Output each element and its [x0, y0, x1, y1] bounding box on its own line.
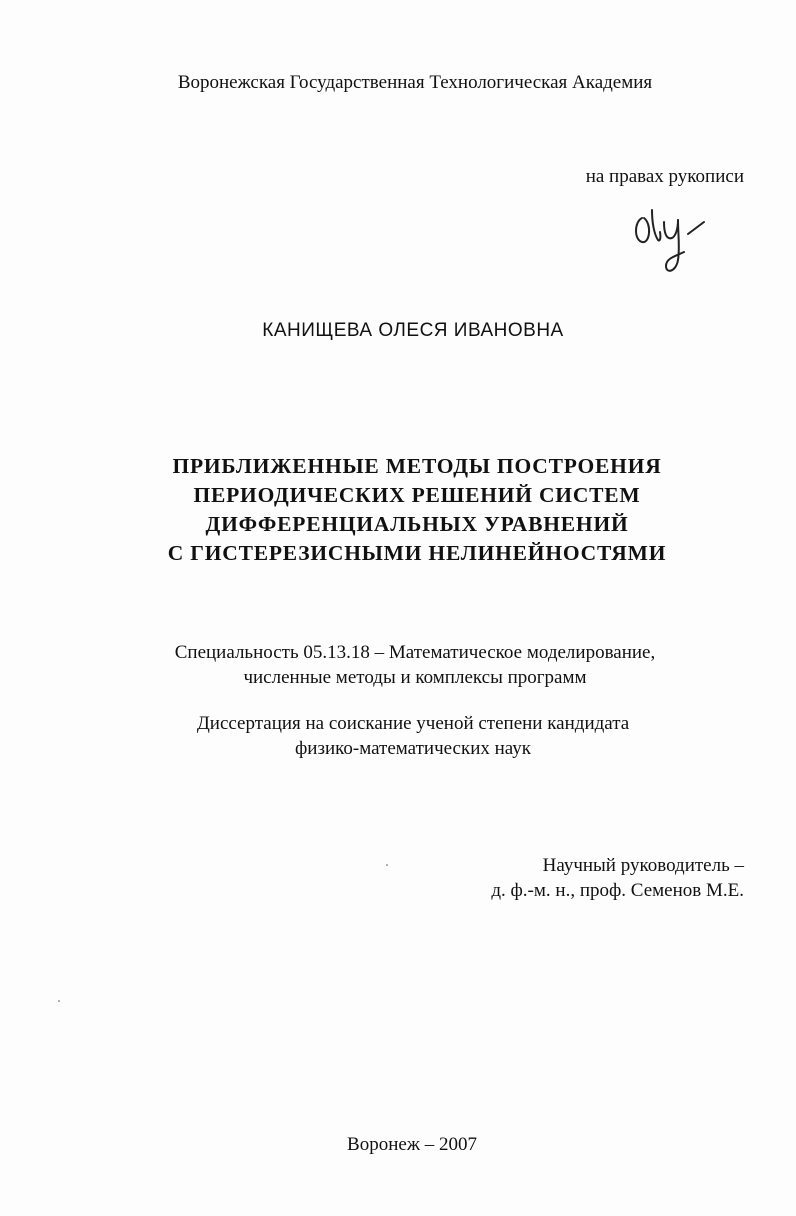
degree-line: физико-математических наук	[294, 738, 532, 759]
specialty-block	[0, 640, 796, 690]
scan-speck	[386, 864, 388, 866]
city-year: Воронеж – 2007	[347, 1134, 477, 1155]
specialty-line: численные методы и комплексы программ	[243, 667, 587, 688]
supervisor-block	[491, 853, 744, 903]
title-line: С ГИСТЕРЕЗИСНЫМИ НЕЛИНЕЙНОСТЯМИ	[167, 541, 667, 565]
supervisor-name: д. ф.-м. н., проф. Семенов М.Е.	[491, 880, 744, 901]
degree-line: Диссертация на соискание ученой степени кандидата	[196, 713, 630, 734]
degree-statement	[0, 711, 796, 761]
dissertation-title	[0, 452, 796, 568]
title-line: ДИФФЕРЕНЦИАЛЬНЫХ УРАВНЕНИЙ	[205, 512, 629, 536]
institution-name: Воронежская Государственная Технологическая Академия	[177, 72, 653, 93]
specialty-line: Специальность 05.13.18 – Математическое моделирование,	[174, 642, 656, 663]
scan-speck	[58, 1000, 60, 1002]
title-line: ПРИБЛИЖЕННЫЕ МЕТОДЫ ПОСТРОЕНИЯ	[172, 454, 662, 478]
author-name: КАНИЩЕВА ОЛЕСЯ ИВАНОВНА	[262, 320, 564, 341]
handwritten-signature-icon	[628, 200, 718, 280]
supervisor-label: Научный руководитель –	[542, 855, 744, 876]
title-line: ПЕРИОДИЧЕСКИХ РЕШЕНИЙ СИСТЕМ	[193, 483, 641, 507]
manuscript-rights-note: на правах рукописи	[585, 166, 744, 187]
